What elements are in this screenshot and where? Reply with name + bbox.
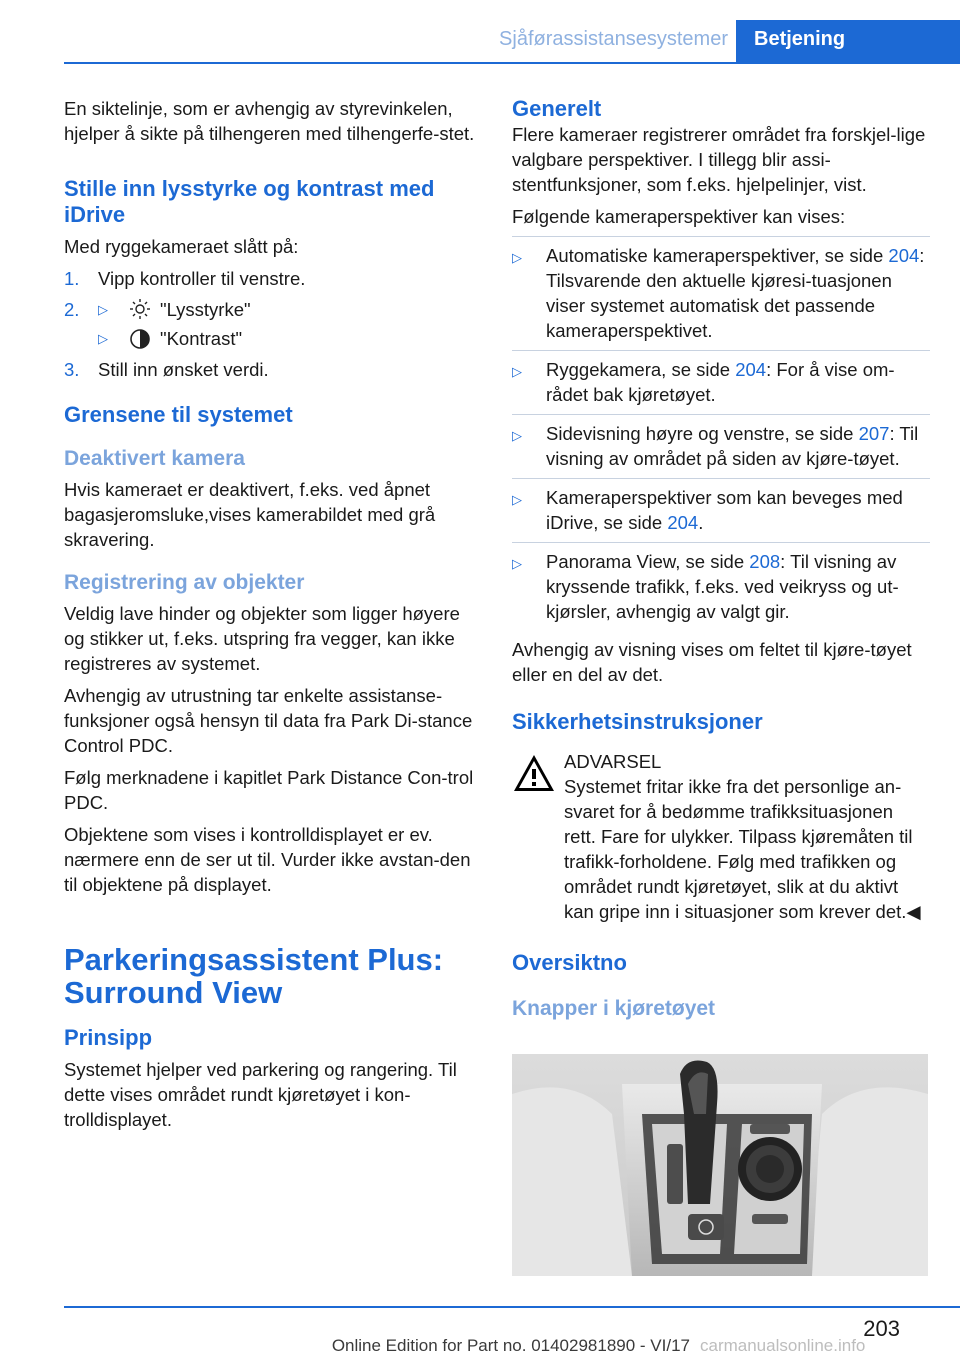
step-1 <box>64 266 478 291</box>
header-rule <box>64 62 960 64</box>
triangle-bullet-icon: ▷ <box>98 331 108 346</box>
watermark: carmanualsonline.info <box>700 1336 866 1355</box>
heading-general: Generelt <box>512 96 602 121</box>
warning-text: Systemet fritar ikke fra det personlige an-svaret for å bedømme trafikksituasjonen rett. Fare for ulykker. Tilpass kjøremåten til trafikk-forholdene. Følg med trafikken og området rundt kjøretøyet, slik at du aktivt kan gripe inn i situasjoner som krever det.◀ <box>564 776 921 922</box>
deactivated-paragraph: Hvis kameraet er deaktivert, f.eks. ved åpnet bagasjeromsluke,vises kamerabildet med grå skravering. <box>64 479 436 550</box>
footer-rule <box>64 1306 960 1308</box>
edition-note: Online Edition for Part no. 01402981890 - VI/17 <box>331 1336 690 1355</box>
registration-paragraph-2: Avhengig av utrustning tar enkelte assistanse-funksjoner også hensyn til data fra Park Di-stance Control PDC. <box>64 685 473 756</box>
sun-icon <box>128 297 152 321</box>
page-number: 203 <box>863 1316 900 1341</box>
step-number: 3. <box>64 359 80 380</box>
depends-paragraph: Avhengig av visning vises om feltet til kjøre-tøyet eller en del av det. <box>512 639 912 685</box>
heading-main-section: Parkeringsassistent Plus: Surround View <box>64 942 444 1010</box>
list-item: ▷ Ryggekamera, se side 204: For å vise om-rådet bak kjøretøyet. <box>512 357 930 415</box>
page-link[interactable]: 207 <box>858 423 890 444</box>
center-console-photo <box>512 1054 928 1276</box>
registration-paragraph-4: Objektene som vises i kontrolldisplayet er ev. nærmere enn de ser ut til. Vurder ikke avstan-den til objektene på displayet. <box>64 824 471 895</box>
registration-paragraph-3: Følg merknadene i kapitlet Park Distance Con-trol PDC. <box>64 767 474 813</box>
page-header <box>0 0 960 62</box>
warning-block <box>512 749 930 924</box>
heading-safety: Sikkerhetsinstruksjoner <box>512 709 763 734</box>
contrast-icon <box>128 327 152 351</box>
list-item: ▷ Panorama View, se side 208: Til visning av kryssende trafikk, f.eks. ved veikryss og ut-kjørsler, avhengig av valgt gir. <box>512 551 899 622</box>
step-text: Vipp kontroller til venstre. <box>98 268 306 289</box>
heading-registration: Registrering av objekter <box>64 571 305 594</box>
right-column <box>512 96 930 1027</box>
step-number: 1. <box>64 268 80 289</box>
list-item: ▷ Automatiske kameraperspektiver, se side 204: Tilsvarende den aktuelle kjøresi-tuasjonen viser systemet automatisk det passende kameraperspektivet. <box>512 243 930 351</box>
header-chapter-tab: Betjening <box>736 20 960 62</box>
page-link[interactable]: 208 <box>749 551 781 572</box>
header-section-title: Sjåførassistansesystemer <box>499 28 728 50</box>
general-paragraph-1: Flere kameraer registrerer området fra forskjel-lige valgbare perspektiver. I tillegg blir assi-stentfunksjoner, som f.eks. hjelpelinjer, vist. <box>512 124 926 195</box>
triangle-bullet-icon: ▷ <box>98 302 108 317</box>
page-link[interactable]: 204 <box>888 245 920 266</box>
triangle-bullet-icon: ▷ <box>512 556 522 571</box>
list-item: ▷ Sidevisning høyre og venstre, se side 207: Til visning av området på siden av kjøre-tøyet. <box>512 421 930 479</box>
heading-overview: Oversiktno <box>512 950 627 975</box>
general-paragraph-2: Følgende kameraperspektiver kan vises: <box>512 206 846 227</box>
triangle-bullet-icon: ▷ <box>512 428 522 443</box>
heading-deactivated: Deaktivert kamera <box>64 447 245 470</box>
step-2 <box>64 297 478 322</box>
step-text: Still inn ønsket verdi. <box>98 359 269 380</box>
heading-principle: Prinsipp <box>64 1025 153 1050</box>
page-link[interactable]: 204 <box>735 359 767 380</box>
step-2-sub-contrast <box>98 326 478 351</box>
perspectives-list <box>512 236 930 631</box>
heading-limits: Grensene til systemet <box>64 402 293 427</box>
page-link[interactable]: 204 <box>667 512 699 533</box>
heading-buttons: Knapper i kjøretøyet <box>512 997 716 1020</box>
contrast-label: "Kontrast" <box>160 328 243 349</box>
triangle-bullet-icon: ▷ <box>512 250 522 265</box>
warning-title: ADVARSEL <box>564 751 662 772</box>
list-item: ▷ Kameraperspektiver som kan beveges med iDrive, se side 204. <box>512 485 930 543</box>
registration-paragraph-1: Veldig lave hinder og objekter som ligger høyere og stikker ut, f.eks. utspring fra vegger, kan ikke registreres av systemet. <box>64 603 460 674</box>
camera-on-text: Med ryggekameraet slått på: <box>64 236 299 257</box>
brightness-label: "Lysstyrke" <box>160 299 251 320</box>
triangle-bullet-icon: ▷ <box>512 492 522 507</box>
heading-brightness: Stille inn lysstyrke og kontrast med iDrive <box>64 176 435 227</box>
principle-paragraph: Systemet hjelper ved parkering og rangering. Til dette vises området rundt kjøretøyet i kon-trolldisplayet. <box>64 1059 457 1130</box>
intro-paragraph: En siktelinje, som er avhengig av styrevinkelen, hjelper å sikte på tilhengeren med tilhengerfe-stet. <box>64 98 475 144</box>
left-column <box>64 96 478 1139</box>
step-3 <box>64 357 478 382</box>
warning-triangle-icon <box>512 753 556 793</box>
triangle-bullet-icon: ▷ <box>512 364 522 379</box>
step-number: 2. <box>64 299 80 320</box>
